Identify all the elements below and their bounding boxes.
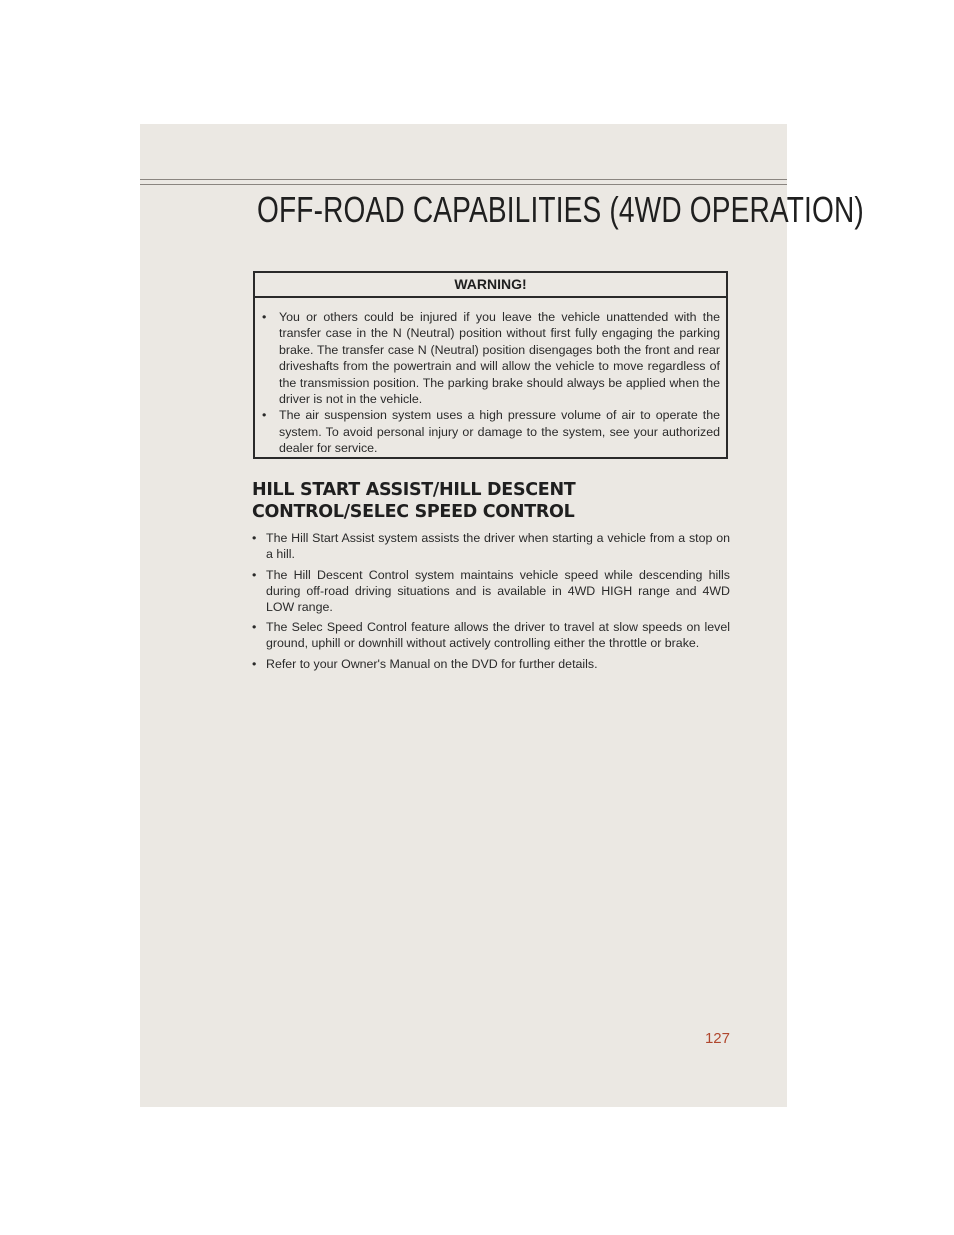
list-item: • Refer to your Owner's Manual on the DVD for further details. bbox=[252, 656, 730, 672]
warning-box bbox=[253, 271, 728, 459]
warning-item: • The air suspension system uses a high pressure volume of air to operate the system. To avoid personal injury or damage to the system, see your authorized dealer for service. bbox=[279, 407, 720, 456]
warning-item: • You or others could be injured if you leave the vehicle unattended with the transfer case in the N (Neutral) position without first fully engaging the parking brake. The transfer case N (Neutral) position disengages both the front and rear driveshafts from the powertrain and will allow the vehicle to move regardless of the transmission position. The parking brake should always be applied when the driver is not in the vehicle. bbox=[279, 309, 720, 407]
header-rule-bottom bbox=[140, 184, 787, 185]
warning-list bbox=[255, 298, 726, 457]
list-item: • The Selec Speed Control feature allows the driver to travel at slow speeds on level ground, uphill or downhill without actively controlling either the throttle or brake. bbox=[252, 619, 730, 651]
header-rule-top bbox=[140, 179, 787, 180]
warning-title: WARNING! bbox=[255, 273, 726, 298]
list-item: • The Hill Start Assist system assists the driver when starting a vehicle from a stop on a hill. bbox=[252, 530, 730, 562]
list-item: • The Hill Descent Control system maintains vehicle speed while descending hills during off-road driving situations and is available in 4WD HIGH range and 4WD LOW range. bbox=[252, 567, 730, 615]
page-title: OFF-ROAD CAPABILITIES (4WD OPERATION) bbox=[257, 189, 864, 230]
page-number: 127 bbox=[704, 1030, 730, 1047]
feature-list bbox=[252, 530, 730, 676]
manual-page bbox=[140, 124, 864, 1107]
section-heading: HILL START ASSIST/HILL DESCENT CONTROL/SELEC SPEED CONTROL bbox=[252, 480, 576, 522]
